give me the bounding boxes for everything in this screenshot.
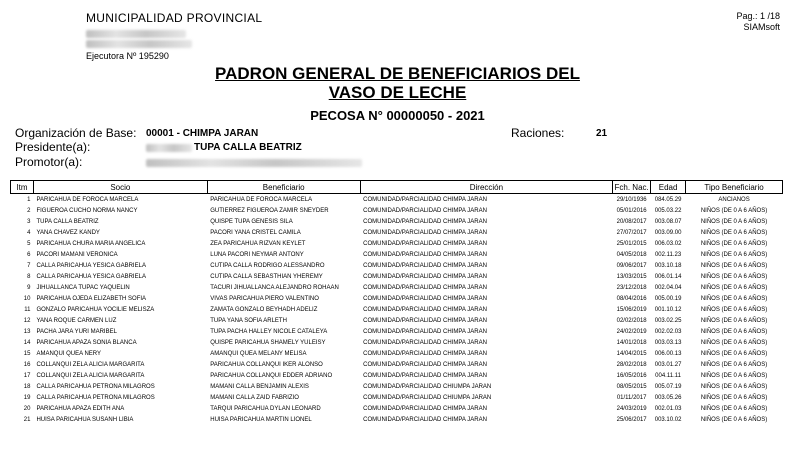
table-row	[11, 260, 783, 271]
table-row	[11, 205, 783, 216]
cell-socio: PARICAHUA APAZA EDITH ANA	[36, 405, 125, 412]
cell-beneficiario: PARICAHUA DE FOROCA MARCELA	[210, 196, 313, 203]
redacted-presidente-id	[146, 144, 192, 152]
cell-beneficiario: PARICAHUA COLLANQUI IKER ALONSO	[210, 361, 323, 368]
cell-tipo: NIÑOS (DE 0 A 6 AÑOS)	[700, 240, 768, 247]
cell-tipo: NIÑOS (DE 0 A 6 AÑOS)	[700, 339, 768, 346]
cell-fch-nac: 14/04/2015	[616, 350, 647, 357]
cell-tipo: NIÑOS (DE 0 A 6 AÑOS)	[700, 317, 768, 324]
cell-socio: TUPA CALLA BEATRIZ	[36, 218, 99, 225]
cell-edad: 003.02.25	[654, 317, 682, 324]
cell-tipo: NIÑOS (DE 0 A 6 AÑOS)	[700, 306, 768, 313]
cell-tipo: NIÑOS (DE 0 A 6 AÑOS)	[700, 284, 768, 291]
cell-tipo: NIÑOS (DE 0 A 6 AÑOS)	[700, 273, 768, 280]
table-row	[11, 282, 783, 293]
cell-direccion: COMUNIDAD/PARCIALIDAD CHIMPA JARAN	[363, 240, 487, 247]
cell-itm: 21	[23, 416, 31, 423]
cell-edad: 003.01.27	[654, 361, 682, 368]
cell-beneficiario: PARICAHUA COLLANQUI EDDER ADRIANO	[210, 372, 333, 379]
cell-direccion: COMUNIDAD/PARCIALIDAD CHIMPA JARAN	[363, 317, 487, 324]
cell-beneficiario: TARQUI PARICAHUA DYLAN LEONARD	[210, 405, 321, 412]
pecosa-number: PECOSA N° 00000050 - 2021	[310, 108, 485, 123]
cell-itm: 9	[27, 284, 31, 291]
presidente-label: Presidente(a):	[15, 140, 91, 154]
cell-edad: 005.00.19	[654, 295, 682, 302]
cell-socio: CALLA PARICAHUA PETRONA MILAGROS	[36, 394, 155, 401]
institution-name: MUNICIPALIDAD PROVINCIAL	[86, 11, 263, 25]
cell-tipo: ANCIANOS	[718, 196, 750, 203]
cell-edad: 006.00.13	[654, 350, 682, 357]
cell-direccion: COMUNIDAD/PARCIALIDAD CHIMPA JARAN	[363, 350, 487, 357]
presidente-value: TUPA CALLA BEATRIZ	[194, 142, 302, 153]
cell-fch-nac: 08/05/2015	[616, 383, 647, 390]
cell-direccion: COMUNIDAD/PARCIALIDAD CHIMPA JARAN	[363, 361, 487, 368]
cell-itm: 14	[23, 339, 31, 346]
cell-beneficiario: MAMANI CALLA ZAID FABRIZIO	[210, 394, 299, 401]
cell-tipo: NIÑOS (DE 0 A 6 AÑOS)	[700, 328, 768, 335]
cell-itm: 8	[27, 273, 31, 280]
cell-beneficiario: TUPA PACHA HALLEY NICOLE CATALEYA	[210, 328, 328, 335]
table-row	[11, 359, 783, 370]
table-row	[11, 304, 783, 315]
cell-fch-nac: 01/11/2017	[616, 394, 647, 401]
cell-edad: 005.07.19	[654, 383, 682, 390]
col-fch-nac: Fch. Nac.	[614, 182, 649, 192]
page-info	[736, 11, 780, 33]
cell-direccion: COMUNIDAD/PARCIALIDAD CHIMPA JARAN	[363, 339, 487, 346]
col-direccion: Dirección	[360, 181, 613, 194]
cell-fch-nac: 27/07/2017	[616, 229, 647, 236]
cell-beneficiario: QUISPE PARICAHUA SHAMELY YULEISY	[210, 339, 326, 346]
cell-beneficiario: VIVAS PARICAHUA PIERO VALENTINO	[210, 295, 319, 302]
col-tipo: Tipo Beneficiario	[686, 181, 783, 194]
cell-edad: 001.10.12	[654, 306, 682, 313]
report-title-line1: PADRON GENERAL DE BENEFICIARIOS DEL	[215, 64, 580, 83]
cell-tipo: NIÑOS (DE 0 A 6 AÑOS)	[700, 218, 768, 225]
cell-tipo: NIÑOS (DE 0 A 6 AÑOS)	[700, 361, 768, 368]
redacted-location-2	[86, 40, 192, 48]
col-itm: Itm	[11, 181, 34, 194]
cell-fch-nac: 25/01/2015	[616, 240, 647, 247]
cell-socio: COLLANQUI ZELA ALICIA MARGARITA	[36, 372, 145, 379]
cell-tipo: NIÑOS (DE 0 A 6 AÑOS)	[700, 383, 768, 390]
cell-socio: PACORI MAMANI VERONICA	[36, 251, 118, 258]
cell-tipo: NIÑOS (DE 0 A 6 AÑOS)	[700, 372, 768, 379]
cell-tipo: NIÑOS (DE 0 A 6 AÑOS)	[700, 262, 768, 269]
cell-socio: PARICAHUA CHURA MARIA ANGELICA	[36, 240, 146, 247]
cell-socio: CALLA PARICAHUA YESICA GABRIELA	[36, 262, 146, 269]
cell-itm: 1	[27, 196, 31, 203]
software-name: SIAMsoft	[743, 22, 780, 32]
cell-beneficiario: GUTIERREZ FIGUEROA ZAMIR SNEYDER	[210, 207, 329, 214]
cell-itm: 20	[23, 405, 31, 412]
cell-itm: 4	[27, 229, 31, 236]
cell-tipo: NIÑOS (DE 0 A 6 AÑOS)	[700, 394, 768, 401]
cell-fch-nac: 20/08/2017	[616, 218, 647, 225]
redacted-location	[86, 30, 186, 38]
cell-socio: HUISA PARICAHUA SUSANH LIBIA	[36, 416, 134, 423]
executor-number: Ejecutora Nº 195290	[86, 51, 169, 61]
organizacion-value: 00001 - CHIMPA JARAN	[146, 128, 259, 139]
cell-direccion: COMUNIDAD/PARCIALIDAD CHIMPA JARAN	[363, 306, 487, 313]
cell-socio: GONZALO PARICAHUA YOCILIE MELISZA	[36, 306, 155, 313]
cell-fch-nac: 05/01/2016	[616, 207, 647, 214]
cell-beneficiario: ZAMATA GONZALO BEYHADH ADELIZ	[210, 306, 318, 313]
cell-fch-nac: 04/05/2018	[616, 251, 647, 258]
cell-beneficiario: CUTIPA CALLA SEBASTHIAN YHEREMY	[210, 273, 323, 280]
cell-direccion: COMUNIDAD/PARCIALIDAD CHIMPA JARAN	[363, 295, 487, 302]
cell-fch-nac: 16/05/2016	[616, 372, 647, 379]
cell-direccion: COMUNIDAD/PARCIALIDAD CHIMPA JARAN	[363, 273, 487, 280]
redacted-promotor	[146, 159, 362, 167]
cell-beneficiario: LUNA PACORI NEYMAR ANTONY	[210, 251, 304, 258]
cell-beneficiario: CUTIPA CALLA RODRIGO ALESSANDRO	[210, 262, 325, 269]
cell-direccion: COMUNIDAD/PARCIALIDAD CHIMPA JARAN	[363, 229, 487, 236]
cell-direccion: COMUNIDAD/PARCIALIDAD CHIMPA JARAN	[363, 218, 487, 225]
col-beneficiario: Beneficiario	[207, 181, 360, 194]
table-row	[11, 194, 783, 206]
cell-direccion: COMUNIDAD/PARCIALIDAD CHIMPA JARAN	[363, 372, 487, 379]
table-header	[11, 181, 783, 194]
cell-direccion: COMUNIDAD/PARCIALIDAD CHIMPA JARAN	[363, 416, 487, 423]
table-row	[11, 337, 783, 348]
cell-beneficiario: QUISPE TUPA GENESIS SILA	[210, 218, 293, 225]
cell-socio: AMANQUI QUEA NERY	[36, 350, 102, 357]
cell-tipo: NIÑOS (DE 0 A 6 AÑOS)	[700, 405, 768, 412]
cell-fch-nac: 29/10/1936	[616, 196, 647, 203]
cell-fch-nac: 14/01/2018	[616, 339, 647, 346]
cell-fch-nac: 24/02/2019	[616, 328, 647, 335]
cell-itm: 6	[27, 251, 31, 258]
table-row	[11, 216, 783, 227]
cell-socio: CALLA PARICAHUA YESICA GABRIELA	[36, 273, 146, 280]
cell-tipo: NIÑOS (DE 0 A 6 AÑOS)	[700, 350, 768, 357]
cell-fch-nac: 09/06/2017	[616, 262, 647, 269]
cell-direccion: COMUNIDAD/PARCIALIDAD CHIMPA JARAN	[363, 196, 487, 203]
cell-beneficiario: MAMANI CALLA BENJAMIN ALEXIS	[210, 383, 309, 390]
cell-edad: 003.10.02	[654, 416, 682, 423]
cell-tipo: NIÑOS (DE 0 A 6 AÑOS)	[700, 416, 768, 423]
cell-beneficiario: AMANQUI QUEA MELANY MELISA	[210, 350, 307, 357]
cell-socio: JIHUALLANCA TUPAC YAQUELIN	[36, 284, 130, 291]
cell-fch-nac: 23/12/2018	[616, 284, 647, 291]
cell-socio: PARICAHUA DE FOROCA MARCELA	[36, 196, 139, 203]
cell-itm: 5	[27, 240, 31, 247]
cell-tipo: NIÑOS (DE 0 A 6 AÑOS)	[700, 251, 768, 258]
cell-edad: 003.03.13	[654, 339, 682, 346]
beneficiaries-table	[10, 180, 783, 425]
cell-fch-nac: 15/06/2019	[616, 306, 647, 313]
table-row	[11, 370, 783, 381]
table-row	[11, 293, 783, 304]
cell-socio: YANA CHAVEZ KANDY	[36, 229, 100, 236]
cell-fch-nac: 25/06/2017	[616, 416, 647, 423]
table-row	[11, 249, 783, 260]
cell-tipo: NIÑOS (DE 0 A 6 AÑOS)	[700, 295, 768, 302]
cell-socio: PACHA JARA YURI MARIBEL	[36, 328, 117, 335]
organizacion-label: Organización de Base:	[15, 126, 137, 140]
cell-fch-nac: 24/03/2019	[616, 405, 647, 412]
cell-itm: 16	[23, 361, 31, 368]
cell-fch-nac: 08/04/2016	[616, 295, 647, 302]
cell-edad: 006.03.02	[654, 240, 682, 247]
cell-edad: 002.02.03	[654, 328, 682, 335]
cell-edad: 004.11.11	[655, 372, 681, 379]
cell-beneficiario: TUPA YANA SOFIA ARLETH	[210, 317, 287, 324]
col-edad: Edad	[651, 181, 686, 194]
cell-socio: FIGUEROA CUCHO NORMA NANCY	[36, 207, 138, 214]
cell-direccion: COMUNIDAD/PARCIALIDAD CHIMPA JARAN	[363, 405, 487, 412]
table-row	[11, 326, 783, 337]
cell-tipo: NIÑOS (DE 0 A 6 AÑOS)	[700, 229, 768, 236]
cell-edad: 006.01.14	[654, 273, 682, 280]
cell-edad: 003.05.26	[654, 394, 682, 401]
cell-itm: 2	[27, 207, 31, 214]
table-row	[11, 414, 783, 425]
cell-edad: 002.01.03	[654, 405, 682, 412]
cell-socio: PARICAHUA OJEDA ELIZABETH SOFIA	[36, 295, 147, 302]
cell-edad: 003.10.18	[654, 262, 682, 269]
cell-socio: PARICAHUA APAZA SONIA BLANCA	[36, 339, 137, 346]
cell-direccion: COMUNIDAD/PARCIALIDAD CHIUMPA JARAN	[363, 383, 492, 390]
cell-itm: 19	[23, 394, 31, 401]
cell-direccion: COMUNIDAD/PARCIALIDAD CHIMPA JARAN	[363, 328, 487, 335]
cell-itm: 18	[23, 383, 31, 390]
cell-itm: 3	[27, 218, 31, 225]
cell-beneficiario: HUISA PARICAHUA MARTIN LIONEL	[210, 416, 312, 423]
table-row	[11, 348, 783, 359]
cell-beneficiario: PACORI YANA CRISTEL CAMILA	[210, 229, 301, 236]
cell-beneficiario: ZEA PARICAHUA RIZVAN KEYLET	[210, 240, 306, 247]
cell-edad: 002.11.23	[654, 251, 682, 258]
promotor-label: Promotor(a):	[15, 155, 83, 169]
cell-socio: CALLA PARICAHUA PETRONA MILAGROS	[36, 383, 155, 390]
cell-direccion: COMUNIDAD/PARCIALIDAD CHIUMPA JARAN	[363, 394, 492, 401]
cell-tipo: NIÑOS (DE 0 A 6 AÑOS)	[700, 207, 768, 214]
table-row	[11, 271, 783, 282]
cell-edad: 003.08.07	[654, 218, 682, 225]
cell-edad: 002.04.04	[654, 284, 682, 291]
report-title-line2: VASO DE LECHE	[328, 83, 467, 102]
cell-fch-nac: 28/02/2018	[616, 361, 647, 368]
cell-direccion: COMUNIDAD/PARCIALIDAD CHIMPA JARAN	[363, 284, 487, 291]
raciones-value: 21	[596, 128, 608, 139]
raciones-label: Raciones:	[511, 126, 565, 140]
cell-itm: 11	[24, 306, 31, 313]
cell-edad: 003.09.00	[654, 229, 682, 236]
cell-edad: 005.03.22	[654, 207, 682, 214]
page-number: Pag.: 1 /18	[736, 11, 780, 21]
cell-itm: 13	[23, 328, 31, 335]
cell-direccion: COMUNIDAD/PARCIALIDAD CHIMPA JARAN	[363, 207, 487, 214]
cell-itm: 10	[23, 295, 31, 302]
cell-itm: 15	[23, 350, 31, 357]
cell-edad: 084.05.29	[654, 196, 682, 203]
cell-direccion: COMUNIDAD/PARCIALIDAD CHIMPA JARAN	[363, 262, 487, 269]
cell-socio: COLLANQUI ZELA ALICIA MARGARITA	[36, 361, 145, 368]
table-row	[11, 238, 783, 249]
table-row	[11, 392, 783, 403]
cell-itm: 7	[27, 262, 31, 269]
cell-fch-nac: 13/03/2015	[616, 273, 647, 280]
cell-beneficiario: TACURI JIHUALLANCA ALEJANDRO ROHAAN	[210, 284, 339, 291]
table-row	[11, 381, 783, 392]
cell-itm: 12	[23, 317, 31, 324]
cell-fch-nac: 02/02/2018	[616, 317, 647, 324]
table-row	[11, 315, 783, 326]
cell-itm: 17	[23, 372, 31, 379]
col-socio: Socio	[33, 181, 207, 194]
table-row	[11, 403, 783, 414]
cell-socio: YANA ROQUE CARMEN LUZ	[36, 317, 117, 324]
table-row	[11, 227, 783, 238]
cell-direccion: COMUNIDAD/PARCIALIDAD CHIMPA JARAN	[363, 251, 487, 258]
